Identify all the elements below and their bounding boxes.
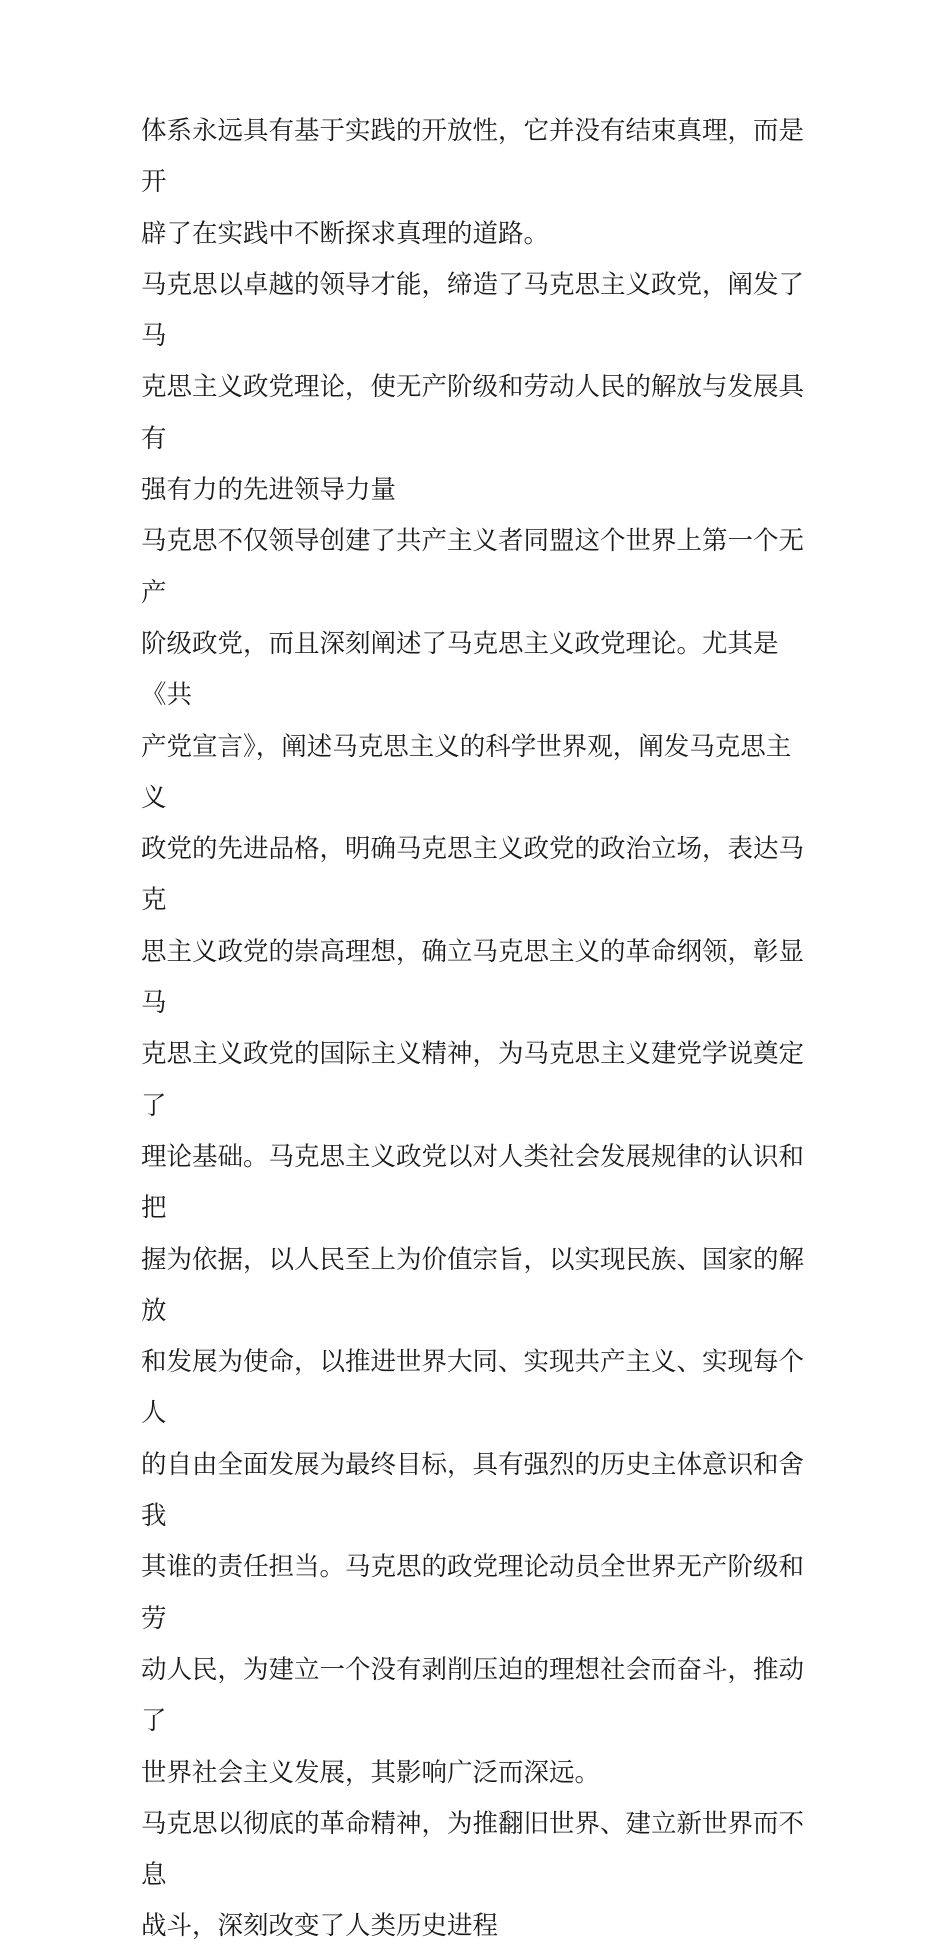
paragraph-party-theory: 马克思不仅领导创建了共产主义者同盟这个世界上第一个无产 阶级政党，而且深刻阐述了马克思主义政党理论。尤其是《共 产党宣言》，阐述马克思主义的科学世界观，阐发马克思主义 政党的先进品格，明确马克思主义政党的政治立场，表达马克 思主义政党的崇高理想，确立马克思主义的革命纲领，彰显马 克思主义政党的国际主义精神，为马克思主义建党学说奠定了 理论基础。马克思主义政党以对人类社会发展规律的认识和把 握为依据，以人民至上为价值宗旨，以实现民族、国家的解放 和发展为使命，以推进世界大同、实现共产主义、实现每个人 的自由全面发展为最终目标，具有强烈的历史主体意识和舍我 其谁的责任担当。马克思的政党理论动员全世界无产阶级和劳 动人民，为建立一个没有剥削压迫的理想社会而奋斗，推动了 世界社会主义发展，其影响广泛而深远。 bbox=[141, 526, 805, 1788]
paragraph-revolutionary-spirit-heading: 马克思以彻底的革命精神，为推翻旧世界、建立新世界而不息 战斗，深刻改变了人类历史进程 bbox=[141, 1808, 805, 1942]
paragraph-practice-openness: 体系永远具有基于实践的开放性，它并没有结束真理，而是开 辟了在实践中不断探求真理的道路。 bbox=[141, 116, 805, 249]
paragraph-party-founding-heading: 马克思以卓越的领导才能，缔造了马克思主义政党，阐发了马 克思主义政党理论，使无产阶级和劳动人民的解放与发展具有 强有力的先进领导力量 bbox=[141, 269, 805, 506]
document-body bbox=[141, 106, 813, 1953]
